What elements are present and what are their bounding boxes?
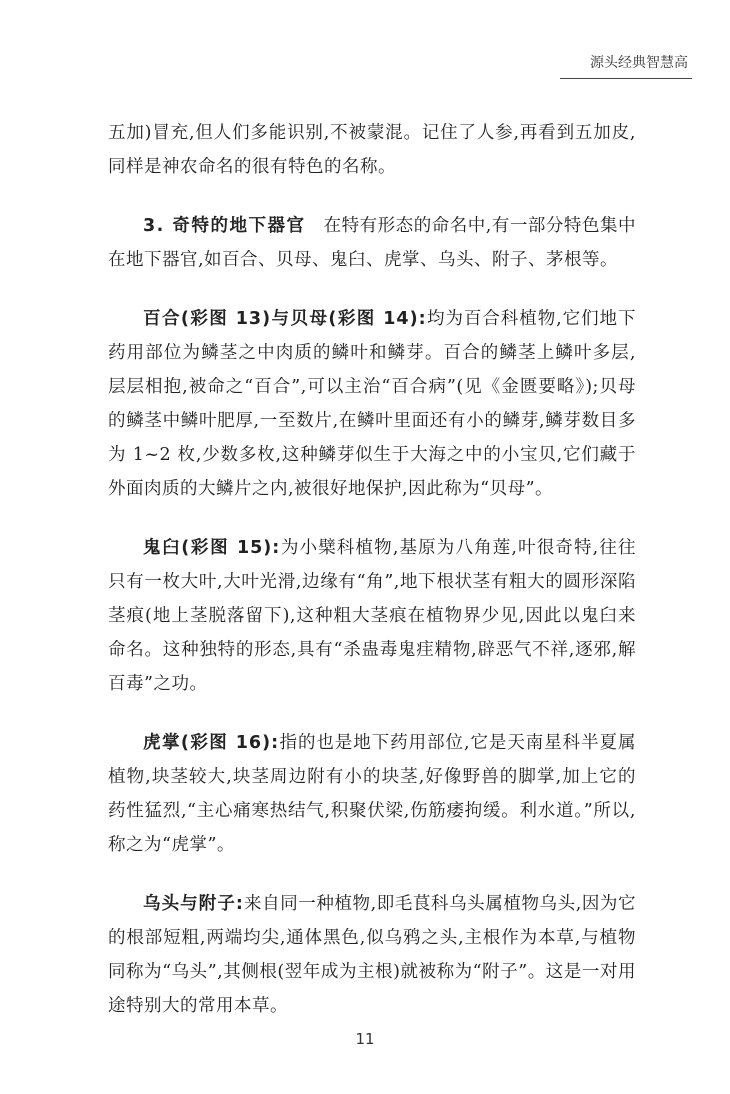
term-heading: 百合(彩图 13)与贝母(彩图 14): (143, 309, 427, 329)
term-heading: 虎掌(彩图 16): (143, 733, 280, 753)
paragraph-wutou-fuzi (108, 887, 636, 1023)
paragraph-huzhang (108, 726, 636, 862)
term-heading: 乌头与附子: (143, 894, 244, 914)
paragraph-continuation (108, 116, 636, 184)
page-number: 11 (355, 1030, 375, 1048)
paragraph-text: 来自同一种植物,即毛茛科乌头属植物乌头,因为它的根部短粗,两端均尖,通体黑色,似乌鸦之头,主根作为本草,与植物同称为“乌头”,其侧根(翌年成为主根)就被称为“附子”。这是一对用途特别大的常用本草。 (108, 894, 637, 1016)
header-rule (560, 78, 692, 79)
paragraph-text: 均为百合科植物,它们地下药用部位为鳞茎之中肉质的鳞叶和鳞芽。百合的鳞茎上鳞叶多层,层层相抱,被命之“百合”,可以主治“百合病”(见《金匮要略》);贝母的鳞茎中鳞叶肥厚,一至数片,在鳞叶里面还有小的鳞芽,鳞芽数目多为 1~2 枚,少数多枚,这种鳞芽似生于大海之中的小宝贝,它们藏于外面肉质的大鳞片之内,被很好地保护,因此称为“贝母”。 (108, 309, 637, 499)
section-heading: 3. 奇特的地下器官 (143, 216, 306, 236)
paragraph-text: 在特有形态的命名中,有一部分特色集中在地下器官,如百合、贝母、鬼臼、虎掌、乌头、附子、茅根等。 (108, 216, 636, 270)
body-text (108, 116, 636, 1048)
paragraph-text: 为小檗科植物,基原为八角莲,叶很奇特,往往只有一枚大叶,大叶光滑,边缘有“角”,地下根状茎有粗大的圆形深陷茎痕(地上茎脱落留下),这种粗大茎痕在植物界少见,因此以鬼臼来命名。这种独特的形态,具有“杀蛊毒鬼疰精物,辟恶气不祥,逐邪,解百毒”之功。 (108, 538, 637, 694)
running-header: 源头经典智慧高 (590, 55, 688, 71)
paragraph-baihe-beimu (108, 302, 636, 506)
section-paragraph (108, 209, 636, 277)
paragraph-text: 指的也是地下药用部位,它是天南星科半夏属植物,块茎较大,块茎周边附有小的块茎,好像野兽的脚掌,加上它的药性猛烈,“主心痛寒热结气,积聚伏梁,伤筋痿拘缓。利水道。”所以,称之为“虎掌”。 (108, 733, 636, 855)
paragraph-guijiu (108, 531, 636, 701)
paragraph-text: 五加)冒充,但人们多能识别,不被蒙混。记住了人参,再看到五加皮,同样是神农命名的很有特色的名称。 (108, 123, 636, 177)
term-heading: 鬼臼(彩图 15): (143, 538, 281, 558)
